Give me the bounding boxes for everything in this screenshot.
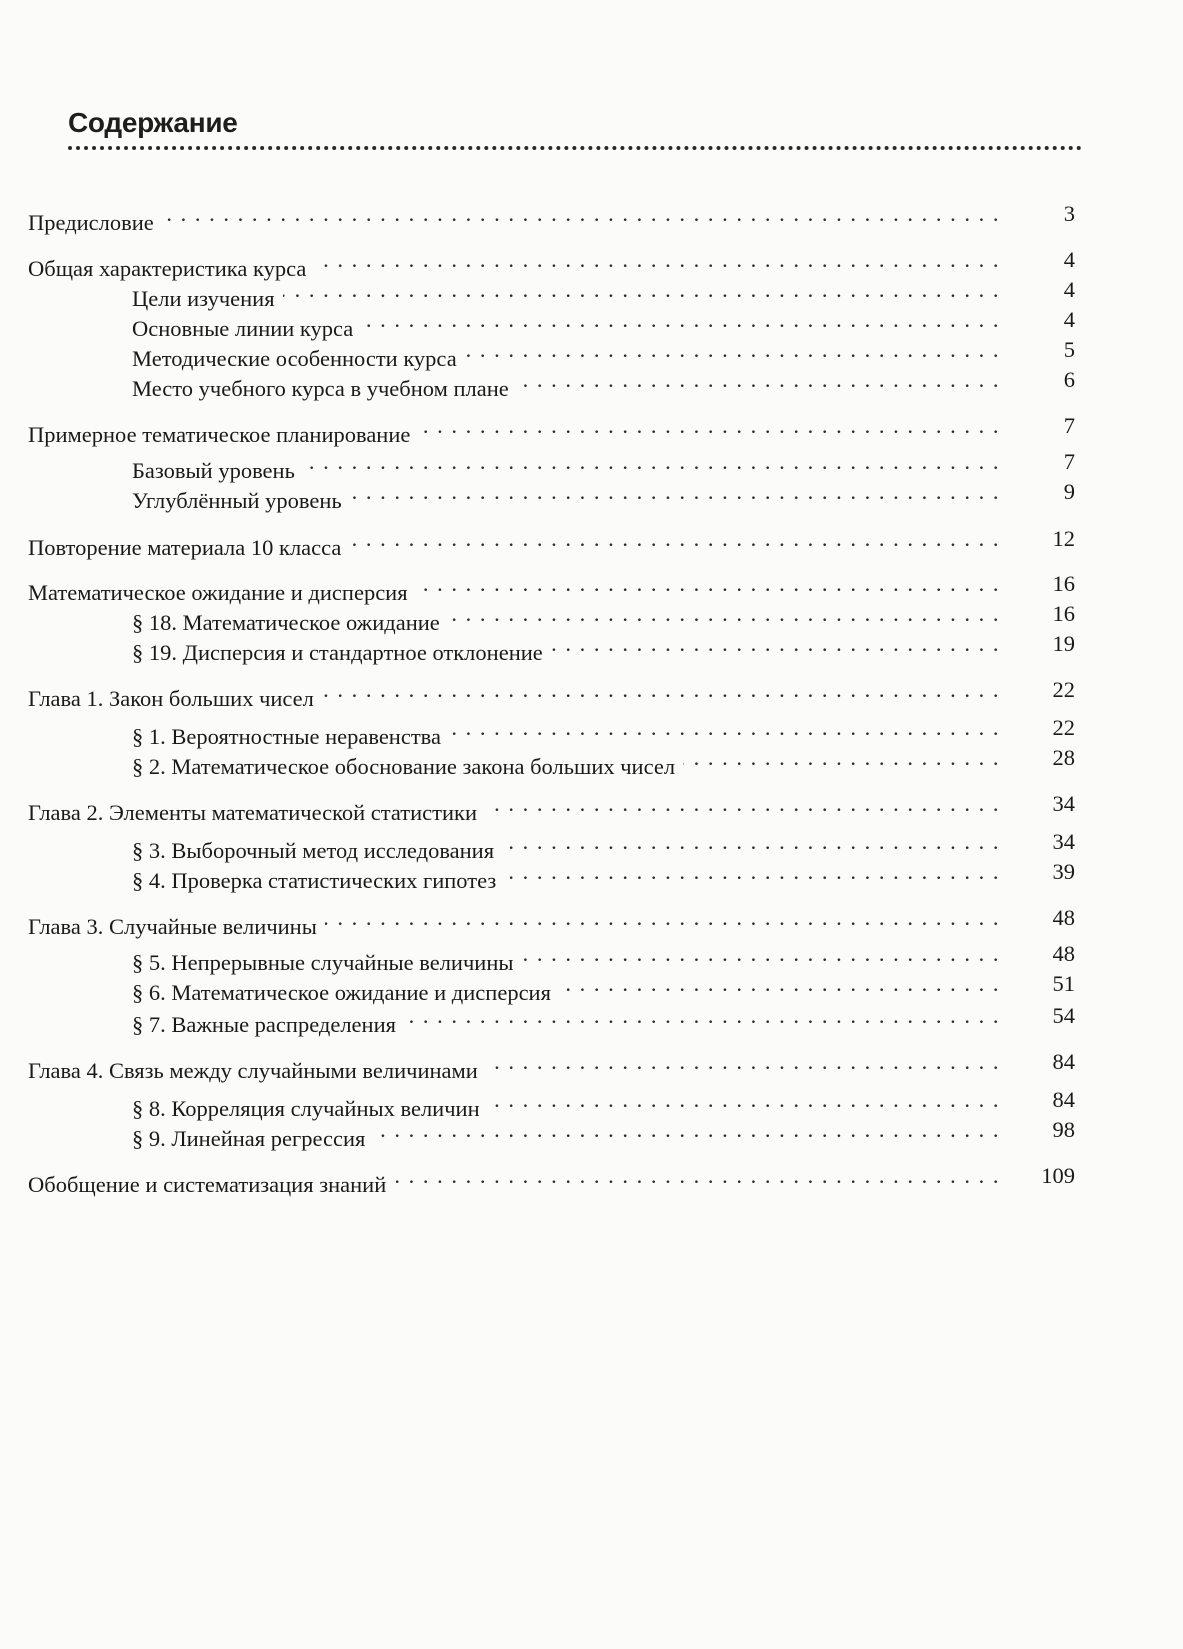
toc-entry-title: Примерное тематическое планирование (28, 419, 418, 451)
toc-dot-leader (361, 304, 1000, 336)
toc-entry-title: Предисловие (28, 207, 162, 239)
toc-header (68, 104, 1082, 150)
toc-entry-page-number: 4 (1063, 307, 1075, 332)
toc-entry-page-number: 4 (1063, 247, 1075, 272)
toc-dot-leader (485, 788, 1000, 820)
toc-entry (0, 1000, 1183, 1037)
toc-entry-page-number: 54 (1052, 1003, 1075, 1028)
toc-dot-leader (465, 334, 1000, 366)
heading-dotted-rule (68, 146, 1082, 150)
toc-dot-leader (486, 1046, 1000, 1078)
toc-entry (0, 598, 1183, 635)
toc-entry-title: Общая характеристика курса (28, 253, 314, 285)
toc-entry-page-number: 4 (1063, 277, 1075, 302)
toc-entry (0, 968, 1183, 1005)
toc-entry-page-number: 39 (1052, 859, 1075, 884)
toc-entry-title: § 1. Вероятностные неравенства (132, 721, 449, 753)
toc-entry-page-number: 48 (1052, 905, 1075, 930)
toc-entry-title: Глава 3. Случайные величины (28, 911, 325, 943)
toc-entry-title: § 5. Непрерывные случайные величины (132, 947, 522, 979)
toc-section-line (28, 1160, 1000, 1201)
toc-entry-page-number: 84 (1052, 1049, 1075, 1074)
toc-dot-leader (418, 410, 1000, 442)
toc-entry-page-number: 5 (1063, 337, 1075, 362)
toc-section-line (28, 788, 1000, 829)
toc-entry (0, 856, 1183, 893)
toc-entry (0, 1160, 1183, 1197)
page-title: Содержание (68, 107, 238, 138)
toc-entry-title: Место учебного курса в учебном плане (132, 373, 517, 405)
toc-dot-leader (522, 938, 1001, 970)
toc-entry-title: § 9. Линейная регрессия (132, 1123, 373, 1155)
toc-subsection-line (132, 476, 1000, 517)
toc-entry-page-number: 16 (1052, 601, 1075, 626)
toc-entry (0, 446, 1183, 483)
toc-entry-page-number: 7 (1063, 449, 1075, 474)
toc-entry-page-number: 48 (1052, 941, 1075, 966)
toc-entry (0, 334, 1183, 371)
toc-entry-title: § 7. Важные распределения (132, 1009, 404, 1041)
toc-entry-title: § 3. Выборочный метод исследования (132, 835, 502, 867)
toc-entry-title: § 2. Математическое обоснование закона больших чисел (132, 751, 683, 783)
toc-entry (0, 902, 1183, 939)
toc-dot-leader (683, 742, 1000, 774)
toc-entry-title: Глава 4. Связь между случайными величинами (28, 1055, 486, 1087)
toc-entry-page-number: 3 (1063, 201, 1075, 226)
toc-entry-title: § 18. Математическое ожидание (132, 607, 448, 639)
toc-entry-title: § 8. Корреляция случайных величин (132, 1093, 488, 1125)
toc-dot-leader (314, 244, 1000, 276)
toc-subsection-line (132, 628, 1000, 669)
toc-dot-leader (350, 476, 1000, 508)
toc-dot-leader (504, 856, 1000, 888)
toc-dot-leader (349, 523, 1000, 555)
toc-entry-title: Математическое ожидание и дисперсия (28, 577, 416, 609)
toc-entry-page-number: 9 (1063, 479, 1075, 504)
toc-entry (0, 788, 1183, 825)
toc-entry (0, 304, 1183, 341)
toc-entry-page-number: 6 (1063, 367, 1075, 392)
toc-entry-page-number: 22 (1052, 677, 1075, 702)
toc-entry-page-number: 109 (1041, 1163, 1075, 1188)
toc-section-line (28, 674, 1000, 715)
toc-entry (0, 674, 1183, 711)
toc-entry (0, 568, 1183, 605)
toc-entry-page-number: 98 (1052, 1117, 1075, 1142)
toc-dot-leader (303, 446, 1000, 478)
toc-section-line (28, 198, 1000, 239)
toc-entry-title: Глава 2. Элементы математической статистики (28, 797, 485, 829)
toc-subsection-line (132, 742, 1000, 783)
toc-entry (0, 1114, 1183, 1151)
toc-dot-leader (449, 712, 1000, 744)
toc-subsection-line (132, 364, 1000, 405)
toc-entry-title: Цели изучения (132, 283, 283, 315)
toc-dot-leader (394, 1160, 1000, 1192)
toc-entry (0, 198, 1183, 235)
toc-entry (0, 364, 1183, 401)
toc-entry (0, 742, 1183, 779)
toc-section-line (28, 410, 1000, 451)
toc-dot-leader (162, 198, 1000, 230)
toc-dot-leader (559, 968, 1000, 1000)
toc-entry (0, 1084, 1183, 1121)
toc-entry-title: Методические особенности курса (132, 343, 465, 375)
toc-dot-leader (551, 628, 1000, 660)
toc-entry (0, 244, 1183, 281)
toc-entry-title: § 6. Математическое ожидание и дисперсия (132, 977, 559, 1009)
toc-entry (0, 938, 1183, 975)
toc-dot-leader (325, 902, 1000, 934)
toc-entry-title: § 4. Проверка статистических гипотез (132, 865, 504, 897)
toc-dot-leader (416, 568, 1000, 600)
toc-entry (0, 523, 1183, 560)
toc-dot-leader (448, 598, 1000, 630)
toc-entry (0, 410, 1183, 447)
toc-dot-leader (322, 674, 1000, 706)
toc-subsection-line (132, 856, 1000, 897)
toc-section-line (28, 523, 1000, 564)
toc-subsection-line (132, 1114, 1000, 1155)
toc-entry (0, 476, 1183, 513)
toc-entry-page-number: 16 (1052, 571, 1075, 596)
toc-entry (0, 1046, 1183, 1083)
toc-entry-page-number: 12 (1052, 526, 1075, 551)
toc-dot-leader (488, 1084, 1000, 1116)
toc-dot-leader (502, 826, 1000, 858)
toc-entry-title: § 19. Дисперсия и стандартное отклонение (132, 637, 551, 669)
toc-dot-leader (404, 1000, 1000, 1032)
toc-entry-page-number: 19 (1052, 631, 1075, 656)
toc-entry-page-number: 34 (1052, 829, 1075, 854)
toc-dot-leader (373, 1114, 1000, 1146)
toc-entry (0, 628, 1183, 665)
toc-entry-page-number: 84 (1052, 1087, 1075, 1112)
toc-entry-page-number: 28 (1052, 745, 1075, 770)
toc-entry-title: Углублённый уровень (132, 485, 350, 517)
toc-entry (0, 712, 1183, 749)
toc-entry-page-number: 51 (1052, 971, 1075, 996)
toc-entry-title: Базовый уровень (132, 455, 303, 487)
toc-section-line (28, 902, 1000, 943)
toc-subsection-line (132, 1000, 1000, 1041)
toc-dot-leader (283, 274, 1000, 306)
toc-entry-title: Повторение материала 10 класса (28, 532, 349, 564)
toc-entry-page-number: 22 (1052, 715, 1075, 740)
toc-entry-page-number: 7 (1063, 413, 1075, 438)
toc-entry-title: Обобщение и систематизация знаний (28, 1169, 394, 1201)
toc-section-line (28, 1046, 1000, 1087)
toc-entry-title: Основные линии курса (132, 313, 361, 345)
toc-entry (0, 826, 1183, 863)
toc-dot-leader (517, 364, 1000, 396)
toc-entry-page-number: 34 (1052, 791, 1075, 816)
toc-entry (0, 274, 1183, 311)
toc-entry-title: Глава 1. Закон больших чисел (28, 683, 322, 715)
